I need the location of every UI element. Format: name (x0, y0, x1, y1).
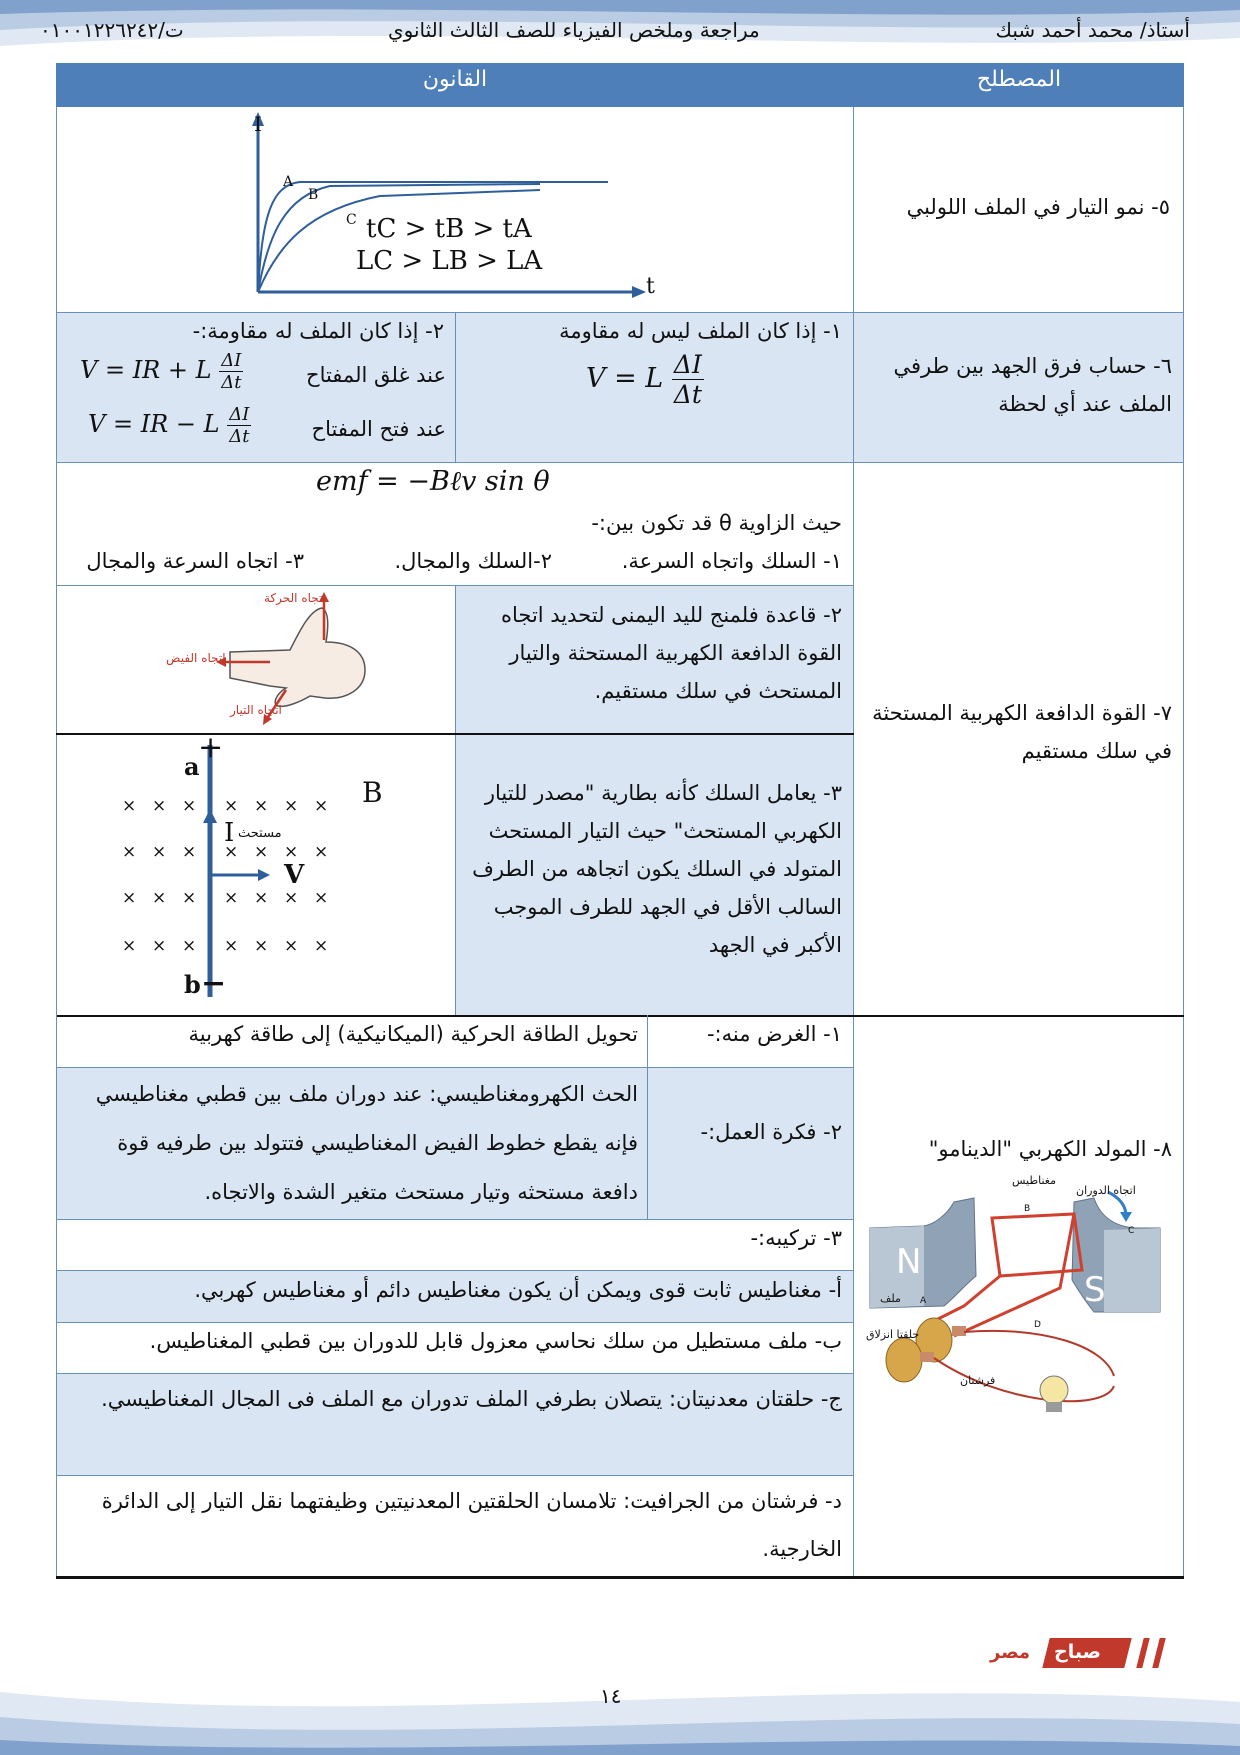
field-cross: × (284, 796, 299, 816)
row8-purpose-label: ١- الغرض منه:- (706, 1022, 842, 1046)
field-cross: × (254, 936, 269, 956)
row6-close-label: عند غلق المفتاح (306, 363, 446, 387)
row6-case2: ٢- إذا كان الملف له مقاومة:- (192, 319, 444, 343)
field-cross: × (314, 842, 329, 862)
field-cross: × (152, 842, 167, 862)
hand-current-label: اتجاه التيار (230, 703, 282, 717)
field-cross: × (182, 796, 197, 816)
row8-item-d: د- فرشتان من الجرافيت: تلامسان الحلقتين المعدنيتين وظيفتهما نقل التيار إلى الدائرة الخارجية. (101, 1489, 842, 1561)
row7-angle-2: ٢-السلك والمجال. (394, 549, 552, 573)
wire-end-b: b (184, 970, 201, 999)
field-cross: × (182, 842, 197, 862)
row8-item-b: ب- ملف مستطيل من سلك نحاسي معزول قابل للدوران بين قطبي المغناطيس. (149, 1329, 842, 1353)
footer-decoration (0, 1662, 1240, 1755)
wire-current-i: I (224, 818, 235, 848)
graph-axis-t: t (646, 274, 655, 299)
row7-angle-1: ١- السلك واتجاه السرعة. (621, 549, 842, 573)
row7-fleming-rule: ٢- قاعدة فلمنج لليد اليمنى لتحديد اتجاه القوة الدافعة الكهربية المستحثة والتيار المستحث في سلك مستقيم. (500, 603, 842, 703)
graph-relation-inductance: LC > LB > LA (356, 246, 543, 276)
fig-rotation-label: اتجاه الدوران (1076, 1184, 1136, 1197)
row5-term: ٥- نمو التيار في الملف اللولبي (906, 195, 1170, 219)
logo-word-sabah: صباح (1054, 1641, 1101, 1663)
row7-emf-equation: emf = −Bℓv sin θ (316, 466, 550, 497)
fig-magnet-label: مغناطيس (1012, 1174, 1056, 1187)
fig-brushes-label: فرشتان (960, 1374, 996, 1387)
field-cross: × (284, 842, 299, 862)
row8-item-c: ج- حلقتان معدنيتان: يتصلان بطرفي الملف تدوران مع الملف فى المجال المغناطيسي. (101, 1387, 842, 1411)
field-cross: × (224, 888, 239, 908)
row6-open-label: عند فتح المفتاح (311, 417, 446, 441)
current-growth-graph (240, 110, 660, 310)
field-cross: × (224, 936, 239, 956)
pole-s: S (1084, 1270, 1106, 1310)
field-cross: × (152, 888, 167, 908)
row7-term: ٧- القوة الدافعة الكهربية المستحثة في سلك مستقيم (872, 701, 1172, 763)
fig-point-b: B (1024, 1204, 1031, 1214)
header-term: المصطلح (976, 67, 1062, 92)
row8-item-a: أ- مغناطيس ثابت قوى ويمكن أن يكون مغناطيس دائم أو مغناطيس كهربي. (194, 1278, 842, 1302)
row6-eq-open: V = IR − L $\frac{\Delta I}{\Delta t}$ (88, 404, 250, 447)
field-cross: × (152, 936, 167, 956)
row8-term: ٨- المولد الكهربي "الدينامو" (928, 1137, 1172, 1161)
graph-relation-time: tC > tB > tA (366, 214, 532, 244)
pole-n: N (896, 1242, 922, 1282)
row6-eq1: V = L $\frac{\Delta I}{\Delta t}$ (586, 350, 702, 409)
wire-end-a: a (184, 752, 200, 781)
header-phone: ت/٠١٠٠١٢٢٦٢٤٢ (40, 18, 184, 42)
wire-field-b: B (362, 776, 383, 809)
graph-axis-i: I (254, 112, 262, 136)
field-cross: × (152, 796, 167, 816)
row8-structure-label: ٣- تركيبه:- (750, 1226, 842, 1250)
wire-minus: − (201, 966, 227, 1001)
field-cross: × (182, 936, 197, 956)
wire-plus: + (198, 730, 224, 765)
fig-point-d: D (1034, 1320, 1041, 1330)
row6-eq-close: V = IR + L $\frac{\Delta I}{\Delta t}$ (80, 350, 242, 393)
row7-angle-intro: حيث الزاوية θ قد تكون بين:- (591, 511, 842, 535)
fig-rings-label: حلقتا انزلاق (866, 1328, 920, 1341)
graph-label-c: C (346, 212, 357, 228)
header-law: القانون (422, 67, 488, 92)
field-cross: × (284, 888, 299, 908)
logo-word-misr: مصر (990, 1642, 1031, 1663)
field-cross: × (182, 888, 197, 908)
row7-angle-3: ٣- اتجاه السرعة والمجال (86, 549, 304, 573)
field-cross: × (314, 888, 329, 908)
page-number: ١٤ (600, 1684, 622, 1708)
hand-flux-label: اتجاه الفيض (166, 651, 226, 665)
field-cross: × (314, 936, 329, 956)
graph-label-b: B (308, 187, 319, 203)
header-teacher: أستاذ/ محمد أحمد شبك (995, 18, 1190, 42)
wire-induced-label: مستحث (238, 826, 282, 841)
field-cross: × (254, 842, 269, 862)
dynamo-figure (864, 1176, 1174, 1446)
moving-wire-diagram (110, 735, 390, 1013)
row8-idea-label: ٢- فكرة العمل:- (700, 1120, 842, 1144)
graph-label-a: A (283, 174, 294, 190)
hand-motion-label: اتجاه الحركة (264, 591, 326, 605)
row6-case1: ١- إذا كان الملف ليس له مقاومة (559, 319, 842, 343)
row7-battery-text: ٣- يعامل السلك كأنه بطارية "مصدر للتيار الكهربي المستحث" حيث التيار المستحث المتولد في السلك يكون اتجاهه من الطرف السالب الأقل في الجهد للطرف الموجب الأكبر في الجهد (472, 781, 842, 957)
field-cross: × (122, 842, 137, 862)
wire-velocity-v: V (284, 860, 305, 890)
fig-coil-label: ملف (880, 1292, 901, 1305)
header-title: مراجعة وملخص الفيزياء للصف الثالث الثانوي (388, 18, 760, 42)
row6-term: ٦- حساب فرق الجهد بين طرفي الملف عند أي لحظة (893, 354, 1172, 416)
field-cross: × (314, 796, 329, 816)
field-cross: × (122, 936, 137, 956)
fig-point-c: C (1128, 1226, 1135, 1236)
field-cross: × (224, 796, 239, 816)
field-cross: × (254, 796, 269, 816)
field-cross: × (122, 888, 137, 908)
field-cross: × (224, 842, 239, 862)
row8-idea: الحث الكهرومغناطيسي: عند دوران ملف بين قطبي مغناطيسي فإنه يقطع خطوط الفيض المغناطيسي فتتولد بين طرفيه قوة دافعة مستحثه وتيار مستحث متغير الشدة والاتجاه. (95, 1082, 638, 1204)
field-cross: × (284, 936, 299, 956)
fig-point-a: A (920, 1296, 927, 1306)
field-cross: × (254, 888, 269, 908)
field-cross: × (122, 796, 137, 816)
row8-purpose: تحويل الطاقة الحركية (الميكانيكية) إلى طاقة كهربية (188, 1022, 638, 1046)
